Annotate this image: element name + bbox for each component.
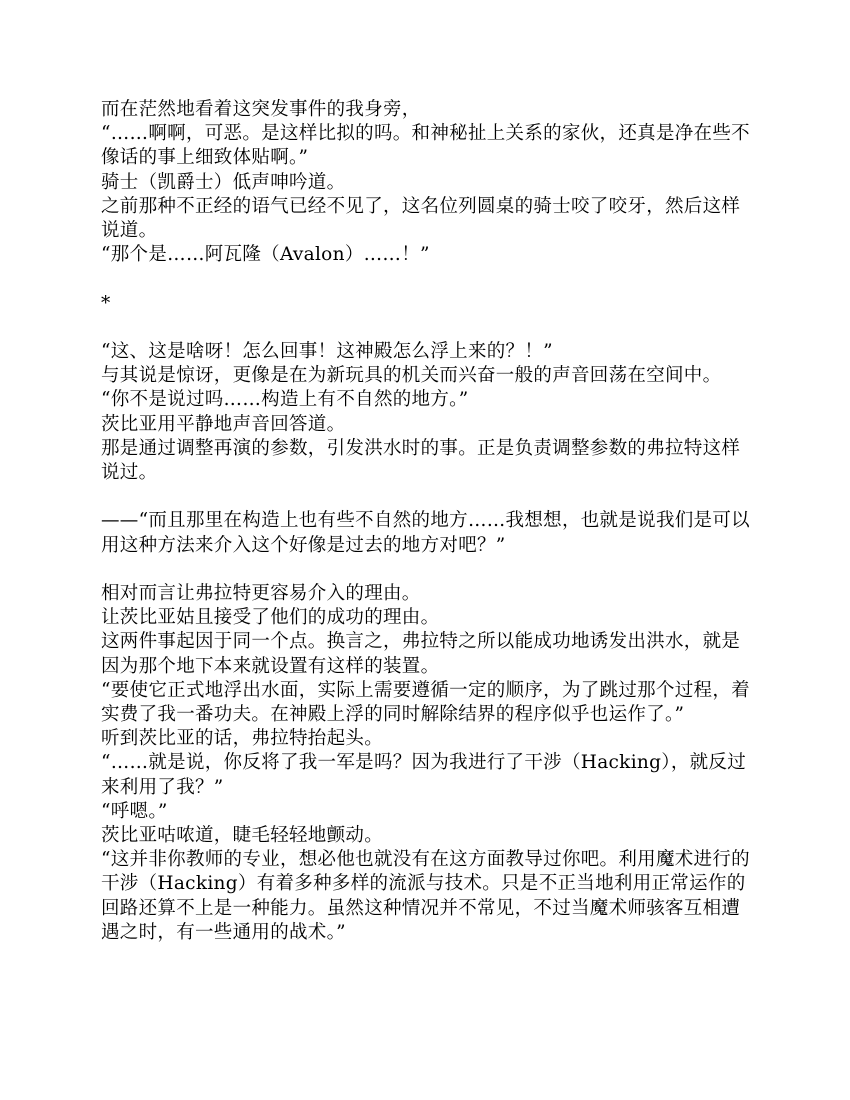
paragraph: 而在茫然地看着这突发事件的我身旁， [101, 99, 421, 120]
paragraph: 听到茨比亚的话，弗拉特抬起头。 [101, 728, 384, 750]
paragraph: ——“而且那里在构造上也有些不自然的地方……我想想，也就是说我们是可以用这种方法来介入这个好像是过去的地方对吧？” [101, 510, 750, 556]
blank-line [101, 485, 753, 509]
paragraph: 茨比亚咕哝道，睫毛轻轻地颤动。 [101, 825, 384, 847]
paragraph: 这两件事起因于同一个点。换言之，弗拉特之所以能成功地诱发出洪水，就是因为那个地下本来就设置有这样的装置。 [101, 631, 741, 677]
paragraph: “呼嗯。” [101, 800, 168, 822]
blank-line [101, 267, 753, 291]
paragraph: 茨比亚用平静地声音回答道。 [101, 413, 346, 435]
paragraph: 那是通过调整再演的参数，引发洪水时的事。正是负责调整参数的弗拉特这样说过。 [101, 437, 741, 484]
document-page [101, 98, 753, 945]
paragraph: 与其说是惊讶，更像是在为新玩具的机关而兴奋一般的声音回荡在空间中。 [101, 365, 722, 387]
paragraph: “你不是说过吗……构造上有不自然的地方。” [101, 389, 469, 411]
paragraph: “这并非你教师的专业，想必他也就没有在这方面教导过你吧。利用魔术进行的干涉（Hacking）有着多种多样的流派与技术。只是不正当地利用正常运作的回路还算不上是一种能力。虽然这种情况并不常见，不过当魔术师骇客互相遭遇之时，有一些通用的战术。” [101, 849, 750, 943]
paragraph: “要使它正式地浮出水面，实际上需要遵循一定的顺序，为了跳过那个过程，着实费了我一番功夫。在神殿上浮的同时解除结界的程序似乎也运作了。” [101, 679, 750, 726]
paragraph: 之前那种不正经的语气已经不见了，这名位列圆桌的骑士咬了咬牙，然后这样说道。 [101, 195, 741, 242]
section-break: * [101, 292, 111, 314]
paragraph: 骑士（凯爵士）低声呻吟道。 [101, 171, 346, 193]
paragraph: “这、这是啥呀！怎么回事！这神殿怎么浮上来的？！” [101, 341, 553, 362]
blank-line [101, 558, 753, 582]
paragraph: 相对而言让弗拉特更容易介入的理由。 [101, 583, 421, 604]
paragraph: 让茨比亚姑且接受了他们的成功的理由。 [101, 607, 440, 629]
paragraph: “那个是……阿瓦隆（Avalon）……！” [101, 244, 430, 266]
blank-line [101, 316, 753, 340]
paragraph: “……就是说，你反将了我一军是吗？因为我进行了干涉（Hacking），就反过来利用了我？” [101, 752, 747, 798]
paragraph: “……啊啊，可恶。是这样比拟的吗。和神秘扯上关系的家伙，还真是净在些不像话的事上细致体贴啊。” [101, 123, 750, 169]
